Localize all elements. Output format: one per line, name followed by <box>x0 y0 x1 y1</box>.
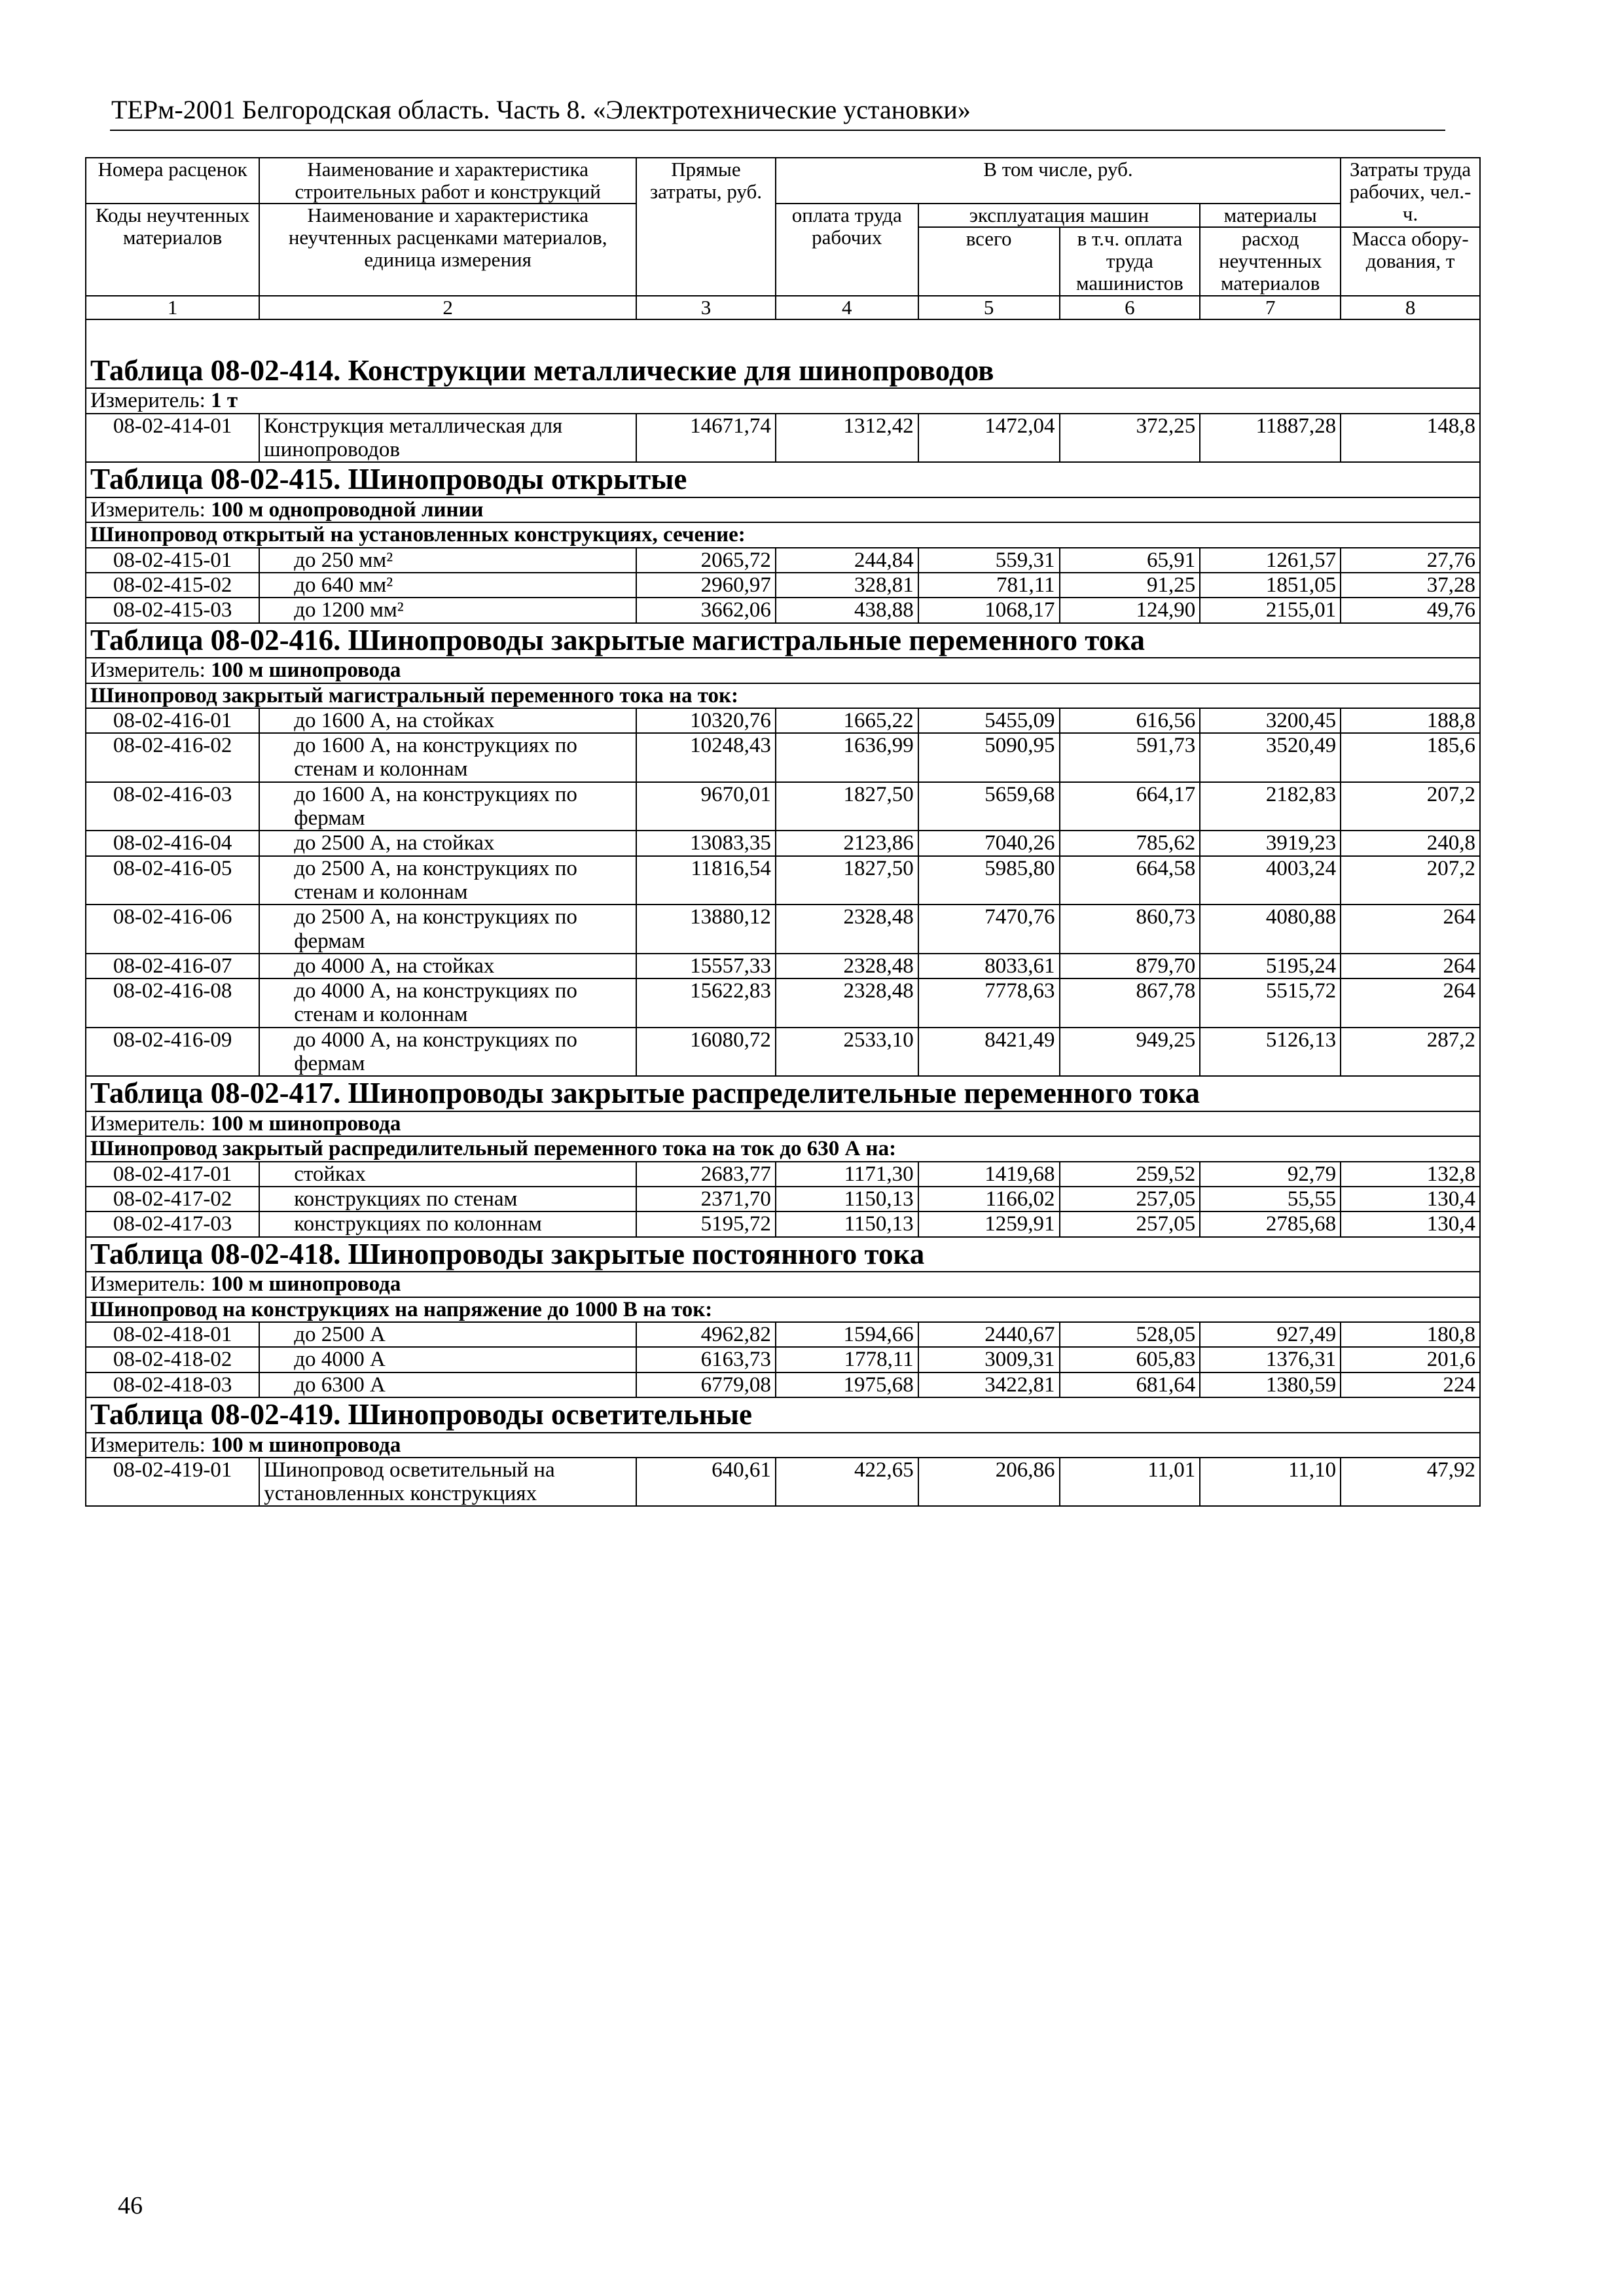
table-section-header <box>86 1397 1480 1433</box>
table-title: Таблица 08-02-418. Шинопроводы закрытые постоянного тока <box>90 1237 925 1270</box>
labor-pay: 1778,11 <box>776 1347 918 1372</box>
machines-total: 5985,80 <box>918 856 1060 905</box>
table-row <box>86 1372 1480 1397</box>
table-row <box>86 954 1480 978</box>
rate-code: 08-02-418-01 <box>86 1322 259 1347</box>
materials-cost: 5126,13 <box>1200 1028 1341 1077</box>
work-name: до 1600 А, на стойках <box>259 708 636 733</box>
materials-cost: 4080,88 <box>1200 905 1341 954</box>
labor-hours: 207,2 <box>1341 782 1480 831</box>
labor-hours: 130,4 <box>1341 1211 1480 1236</box>
labor-pay: 2328,48 <box>776 954 918 978</box>
machinists-pay: 860,73 <box>1060 905 1200 954</box>
machines-total: 5455,09 <box>918 708 1060 733</box>
work-name: конструкциях по стенам <box>259 1187 636 1211</box>
machinists-pay: 664,17 <box>1060 782 1200 831</box>
measure-value: 100 м шинопровода <box>211 1272 401 1297</box>
machines-total: 8421,49 <box>918 1028 1060 1077</box>
labor-pay: 1975,68 <box>776 1372 918 1397</box>
table-row <box>86 733 1480 782</box>
direct-costs: 2960,97 <box>636 573 776 598</box>
column-number: 2 <box>259 296 636 319</box>
machines-total: 1068,17 <box>918 598 1060 622</box>
table-title: Таблица 08-02-414. Конструкции металлические для шинопроводов <box>90 353 994 387</box>
machinists-pay: 681,64 <box>1060 1372 1200 1397</box>
labor-pay: 1665,22 <box>776 708 918 733</box>
column-number: 7 <box>1200 296 1341 319</box>
measure-line <box>86 658 1480 683</box>
direct-costs: 3662,06 <box>636 598 776 622</box>
labor-pay: 2328,48 <box>776 978 918 1028</box>
head-materials-consumption: расход неучтенных материалов <box>1200 227 1341 295</box>
column-numbers-row <box>86 296 1480 319</box>
measure-label: Измеритель: <box>90 658 206 683</box>
table-row <box>86 1187 1480 1211</box>
machines-total: 781,11 <box>918 573 1060 598</box>
materials-cost: 2785,68 <box>1200 1211 1341 1236</box>
rate-code: 08-02-415-01 <box>86 548 259 573</box>
rate-code: 08-02-415-03 <box>86 598 259 622</box>
machines-total: 1166,02 <box>918 1187 1060 1211</box>
work-name: до 1200 мм² <box>259 598 636 622</box>
measure-value: 100 м однопроводной линии <box>211 498 484 522</box>
measure-label: Измеритель: <box>90 389 206 413</box>
head-machines: эксплуатация машин <box>918 204 1200 227</box>
rate-code: 08-02-416-09 <box>86 1028 259 1077</box>
group-subheader: Шинопровод открытый на установленных конструкциях, сечение: <box>86 522 1480 547</box>
machinists-pay: 372,25 <box>1060 414 1200 463</box>
direct-costs: 14671,74 <box>636 414 776 463</box>
measure-line <box>86 1433 1480 1458</box>
direct-costs: 6163,73 <box>636 1347 776 1372</box>
machines-total: 1419,68 <box>918 1162 1060 1187</box>
labor-hours: 264 <box>1341 954 1480 978</box>
machinists-pay: 591,73 <box>1060 733 1200 782</box>
table-row <box>86 831 1480 855</box>
rate-code: 08-02-414-01 <box>86 414 259 463</box>
column-number: 6 <box>1060 296 1200 319</box>
work-name: конструкциях по колоннам <box>259 1211 636 1236</box>
machines-total: 7470,76 <box>918 905 1060 954</box>
measure-label: Измеритель: <box>90 1272 206 1297</box>
table-row <box>86 1162 1480 1187</box>
machinists-pay: 605,83 <box>1060 1347 1200 1372</box>
head-material-codes: Коды неучтенных материалов <box>86 204 259 295</box>
direct-costs: 5195,72 <box>636 1211 776 1236</box>
column-number: 4 <box>776 296 918 319</box>
labor-hours: 264 <box>1341 978 1480 1028</box>
direct-costs: 2683,77 <box>636 1162 776 1187</box>
direct-costs: 11816,54 <box>636 856 776 905</box>
machines-total: 7778,63 <box>918 978 1060 1028</box>
work-name: до 1600 А, на конструкциях по фермам <box>259 782 636 831</box>
head-direct-costs: Прямые затраты, руб. <box>636 158 776 296</box>
head-machinists-pay: в т.ч. оплата труда машинистов <box>1060 227 1200 295</box>
work-name: до 4000 А, на стойках <box>259 954 636 978</box>
machinists-pay: 949,25 <box>1060 1028 1200 1077</box>
table-row <box>86 414 1480 463</box>
labor-pay: 422,65 <box>776 1458 918 1507</box>
materials-cost: 1261,57 <box>1200 548 1341 573</box>
machines-total: 3009,31 <box>918 1347 1060 1372</box>
machinists-pay: 91,25 <box>1060 573 1200 598</box>
machinists-pay: 664,58 <box>1060 856 1200 905</box>
labor-pay: 2328,48 <box>776 905 918 954</box>
labor-pay: 1594,66 <box>776 1322 918 1347</box>
machinists-pay: 257,05 <box>1060 1187 1200 1211</box>
table-row <box>86 548 1480 573</box>
work-name: до 1600 А, на конструкциях по стенам и колоннам <box>259 733 636 782</box>
measure-line <box>86 1272 1480 1297</box>
table-row <box>86 1347 1480 1372</box>
direct-costs: 13083,35 <box>636 831 776 855</box>
head-machines-total: всего <box>918 227 1060 295</box>
head-rate-numbers: Номера расценок <box>86 158 259 204</box>
labor-pay: 2533,10 <box>776 1028 918 1077</box>
measure-label: Измеритель: <box>90 1112 206 1136</box>
rate-code: 08-02-416-01 <box>86 708 259 733</box>
rate-code: 08-02-417-02 <box>86 1187 259 1211</box>
table-row <box>86 1211 1480 1236</box>
materials-cost: 5515,72 <box>1200 978 1341 1028</box>
measure-value: 100 м шинопровода <box>211 658 401 683</box>
measure-value: 100 м шинопровода <box>211 1433 401 1457</box>
materials-cost: 1376,31 <box>1200 1347 1341 1372</box>
machines-total: 5659,68 <box>918 782 1060 831</box>
table-title: Таблица 08-02-419. Шинопроводы осветительные <box>90 1397 752 1431</box>
machinists-pay: 785,62 <box>1060 831 1200 855</box>
work-name: до 250 мм² <box>259 548 636 573</box>
materials-cost: 2182,83 <box>1200 782 1341 831</box>
price-table <box>85 157 1481 1507</box>
table-row <box>86 598 1480 622</box>
page-number: 46 <box>118 2192 143 2219</box>
head-including: В том числе, руб. <box>776 158 1341 204</box>
direct-costs: 15557,33 <box>636 954 776 978</box>
rate-code: 08-02-418-02 <box>86 1347 259 1372</box>
rate-code: 08-02-416-07 <box>86 954 259 978</box>
materials-cost: 1851,05 <box>1200 573 1341 598</box>
column-number: 8 <box>1341 296 1480 319</box>
materials-cost: 11,10 <box>1200 1458 1341 1507</box>
table-row <box>86 708 1480 733</box>
table-section-header <box>86 462 1480 497</box>
machinists-pay: 528,05 <box>1060 1322 1200 1347</box>
rate-code: 08-02-416-02 <box>86 733 259 782</box>
direct-costs: 2371,70 <box>636 1187 776 1211</box>
labor-pay: 1150,13 <box>776 1187 918 1211</box>
direct-costs: 640,61 <box>636 1458 776 1507</box>
table-row <box>86 1028 1480 1077</box>
machines-total: 2440,67 <box>918 1322 1060 1347</box>
direct-costs: 10320,76 <box>636 708 776 733</box>
labor-hours: 27,76 <box>1341 548 1480 573</box>
rate-code: 08-02-416-06 <box>86 905 259 954</box>
rate-code: 08-02-419-01 <box>86 1458 259 1507</box>
measure-line <box>86 388 1480 413</box>
labor-pay: 2123,86 <box>776 831 918 855</box>
direct-costs: 9670,01 <box>636 782 776 831</box>
labor-pay: 1312,42 <box>776 414 918 463</box>
table-row <box>86 573 1480 598</box>
rate-code: 08-02-417-01 <box>86 1162 259 1187</box>
table-row <box>86 1322 1480 1347</box>
materials-cost: 1380,59 <box>1200 1372 1341 1397</box>
labor-pay: 1150,13 <box>776 1211 918 1236</box>
rate-code: 08-02-418-03 <box>86 1372 259 1397</box>
materials-cost: 55,55 <box>1200 1187 1341 1211</box>
direct-costs: 10248,43 <box>636 733 776 782</box>
direct-costs: 6779,08 <box>636 1372 776 1397</box>
labor-pay: 1171,30 <box>776 1162 918 1187</box>
machines-total: 559,31 <box>918 548 1060 573</box>
labor-pay: 244,84 <box>776 548 918 573</box>
labor-pay: 438,88 <box>776 598 918 622</box>
work-name: до 4000 А, на конструкциях по фермам <box>259 1028 636 1077</box>
table-section-header <box>86 319 1480 389</box>
materials-cost: 11887,28 <box>1200 414 1341 463</box>
direct-costs: 16080,72 <box>636 1028 776 1077</box>
table-row <box>86 782 1480 831</box>
materials-cost: 4003,24 <box>1200 856 1341 905</box>
materials-cost: 5195,24 <box>1200 954 1341 978</box>
labor-hours: 201,6 <box>1341 1347 1480 1372</box>
rate-code: 08-02-417-03 <box>86 1211 259 1236</box>
head-materials: материалы <box>1200 204 1341 227</box>
materials-cost: 92,79 <box>1200 1162 1341 1187</box>
machinists-pay: 257,05 <box>1060 1211 1200 1236</box>
head-material-name: Наименование и характеристика неучтенных расценками материалов, единица измерения <box>259 204 636 295</box>
head-work-name: Наименование и характеристика строительных работ и конструкций <box>259 158 636 204</box>
group-subheader: Шинопровод закрытый распредилительный переменного тока на ток до 630 А на: <box>86 1136 1480 1161</box>
machines-total: 206,86 <box>918 1458 1060 1507</box>
direct-costs: 13880,12 <box>636 905 776 954</box>
materials-cost: 3200,45 <box>1200 708 1341 733</box>
group-subheader: Шинопровод на конструкциях на напряжение до 1000 В на ток: <box>86 1297 1480 1322</box>
measure-value: 100 м шинопровода <box>211 1112 401 1136</box>
table-row <box>86 978 1480 1028</box>
measure-label: Измеритель: <box>90 1433 206 1457</box>
labor-hours: 240,8 <box>1341 831 1480 855</box>
table-section-header <box>86 1237 1480 1272</box>
materials-cost: 2155,01 <box>1200 598 1341 622</box>
labor-hours: 132,8 <box>1341 1162 1480 1187</box>
labor-pay: 328,81 <box>776 573 918 598</box>
labor-hours: 180,8 <box>1341 1322 1480 1347</box>
head-labor-pay: оплата труда рабочих <box>776 204 918 295</box>
measure-line <box>86 1111 1480 1136</box>
labor-pay: 1827,50 <box>776 782 918 831</box>
materials-cost: 3919,23 <box>1200 831 1341 855</box>
work-name: до 640 мм² <box>259 573 636 598</box>
table-section-header <box>86 1076 1480 1111</box>
labor-hours: 49,76 <box>1341 598 1480 622</box>
machinists-pay: 259,52 <box>1060 1162 1200 1187</box>
rate-code: 08-02-416-08 <box>86 978 259 1028</box>
machinists-pay: 11,01 <box>1060 1458 1200 1507</box>
direct-costs: 4962,82 <box>636 1322 776 1347</box>
labor-hours: 37,28 <box>1341 573 1480 598</box>
direct-costs: 2065,72 <box>636 548 776 573</box>
materials-cost: 3520,49 <box>1200 733 1341 782</box>
rate-code: 08-02-416-04 <box>86 831 259 855</box>
header-divider <box>110 130 1445 131</box>
machines-total: 5090,95 <box>918 733 1060 782</box>
work-name: Конструкция металлическая для шинопроводов <box>259 414 636 463</box>
machines-total: 1259,91 <box>918 1211 1060 1236</box>
labor-hours: 130,4 <box>1341 1187 1480 1211</box>
table-row <box>86 1458 1480 1507</box>
table-title: Таблица 08-02-416. Шинопроводы закрытые магистральные переменного тока <box>90 623 1145 656</box>
work-name: Шинопровод осветительный на установленных конструкциях <box>259 1458 636 1507</box>
page-header-title: ТЕРм-2001 Белгородская область. Часть 8. «Электротехнические установки» <box>111 95 971 124</box>
group-subheader: Шинопровод закрытый магистральный переменного тока на ток: <box>86 683 1480 708</box>
work-name: до 6300 А <box>259 1372 636 1397</box>
measure-line <box>86 497 1480 522</box>
machines-total: 8033,61 <box>918 954 1060 978</box>
work-name: стойках <box>259 1162 636 1187</box>
table-title: Таблица 08-02-415. Шинопроводы открытые <box>90 463 687 496</box>
table-row <box>86 905 1480 954</box>
labor-pay: 1636,99 <box>776 733 918 782</box>
measure-label: Измеритель: <box>90 498 206 522</box>
work-name: до 4000 А, на конструкциях по стенам и колоннам <box>259 978 636 1028</box>
table-row <box>86 856 1480 905</box>
machinists-pay: 879,70 <box>1060 954 1200 978</box>
machinists-pay: 616,56 <box>1060 708 1200 733</box>
machinists-pay: 124,90 <box>1060 598 1200 622</box>
work-name: до 2500 А, на конструкциях по стенам и колоннам <box>259 856 636 905</box>
work-name: до 2500 А, на стойках <box>259 831 636 855</box>
column-number: 3 <box>636 296 776 319</box>
machines-total: 7040,26 <box>918 831 1060 855</box>
machinists-pay: 65,91 <box>1060 548 1200 573</box>
rate-code: 08-02-415-02 <box>86 573 259 598</box>
column-number: 1 <box>86 296 259 319</box>
table-title: Таблица 08-02-417. Шинопроводы закрытые распределительные переменного тока <box>90 1077 1200 1110</box>
labor-hours: 287,2 <box>1341 1028 1480 1077</box>
labor-hours: 148,8 <box>1341 414 1480 463</box>
column-number: 5 <box>918 296 1060 319</box>
rate-code: 08-02-416-03 <box>86 782 259 831</box>
work-name: до 4000 А <box>259 1347 636 1372</box>
labor-hours: 207,2 <box>1341 856 1480 905</box>
work-name: до 2500 А <box>259 1322 636 1347</box>
table-section-header <box>86 623 1480 658</box>
machines-total: 1472,04 <box>918 414 1060 463</box>
labor-hours: 188,8 <box>1341 708 1480 733</box>
head-equipment-mass: Масса обору-дования, т <box>1341 227 1480 295</box>
labor-pay: 1827,50 <box>776 856 918 905</box>
labor-hours: 47,92 <box>1341 1458 1480 1507</box>
labor-hours: 185,6 <box>1341 733 1480 782</box>
machinists-pay: 867,78 <box>1060 978 1200 1028</box>
rate-code: 08-02-416-05 <box>86 856 259 905</box>
labor-hours: 264 <box>1341 905 1480 954</box>
machines-total: 3422,81 <box>918 1372 1060 1397</box>
measure-value: 1 т <box>211 389 238 413</box>
labor-hours: 224 <box>1341 1372 1480 1397</box>
work-name: до 2500 А, на конструкциях по фермам <box>259 905 636 954</box>
head-labor-costs: Затраты труда рабочих, чел.-ч. <box>1341 158 1480 227</box>
materials-cost: 927,49 <box>1200 1322 1341 1347</box>
direct-costs: 15622,83 <box>636 978 776 1028</box>
